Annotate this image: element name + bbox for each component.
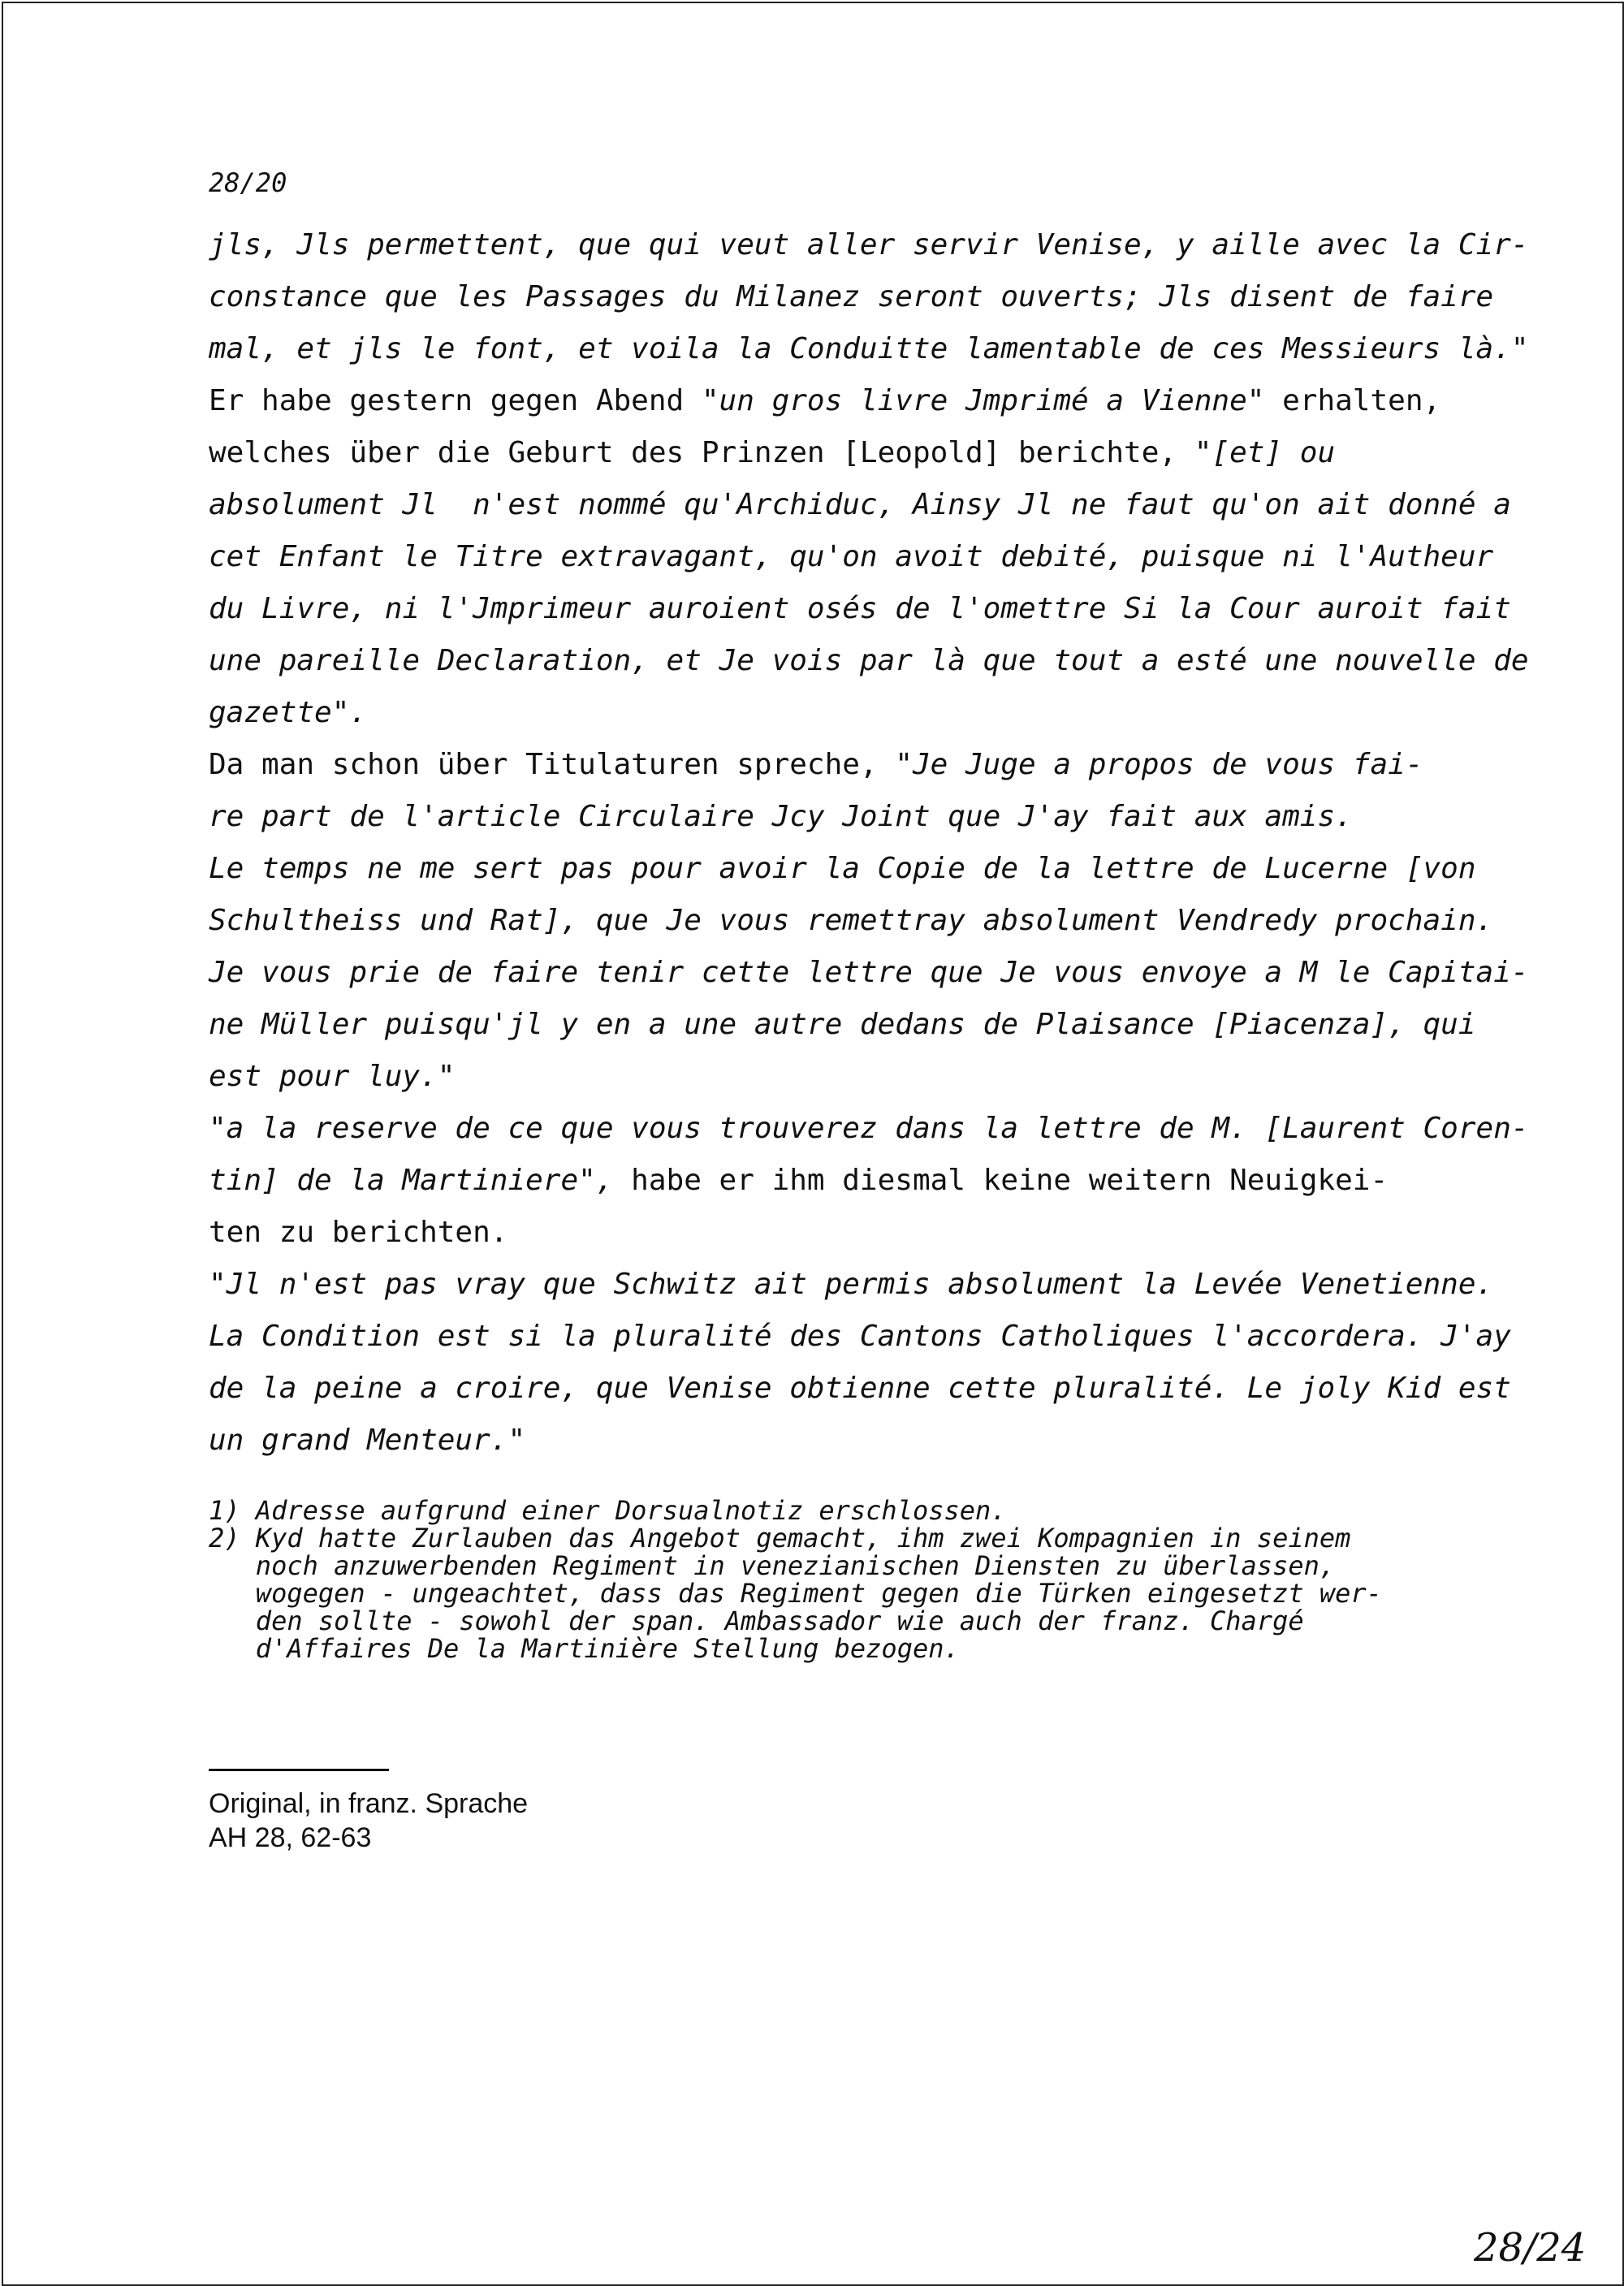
- footnote-divider: [209, 1769, 389, 1771]
- text-line: [209, 375, 1475, 427]
- quoted-french-text: un grand Menteur.": [209, 1424, 526, 1457]
- text-line: [209, 479, 1511, 531]
- source-note: [209, 1787, 528, 1855]
- quoted-french-text: Le temps ne me sert pas pour avoir la Copie de la lettre de Lucerne [von: [209, 852, 1476, 885]
- text-line: [209, 1155, 1475, 1207]
- german-text: Er habe gestern gegen Abend: [209, 384, 702, 417]
- text-line: [209, 947, 1529, 999]
- quoted-french-text: re part de l'article Circulaire Jcy Joint que J'ay fait aux amis.: [209, 800, 1353, 833]
- german-text: ten zu berichten.: [209, 1216, 508, 1249]
- quoted-french-text: tin] de la Martiniere",: [209, 1164, 614, 1197]
- quoted-french-text: gazette".: [209, 696, 368, 729]
- handwritten-page-number: 28/24: [1474, 2225, 1587, 2271]
- quoted-french-text: "Jl n'est pas vray que Schwitz ait permis absolument la Levée Venetienne.: [209, 1268, 1494, 1301]
- footnote-line: 2) Kyd hatte Zurlauben das Angebot gemacht, ihm zwei Kompagnien in seinem: [209, 1523, 1351, 1554]
- quoted-french-text: "[et] ou: [1194, 436, 1336, 469]
- text-line: [209, 739, 1475, 791]
- quoted-french-text: de la peine a croire, que Venise obtienne cette pluralité. Le joly Kid est: [209, 1372, 1511, 1405]
- quoted-french-text: "un gros livre Jmprimé a Vienne": [701, 384, 1265, 417]
- footnote-line: wogegen - ungeachtet, dass das Regiment gegen die Türken eingesetzt wer-: [209, 1578, 1382, 1609]
- text-line: [209, 1415, 1475, 1467]
- text-line: [209, 999, 1475, 1051]
- quoted-french-text: "Je Juge a propos de vous fai-: [895, 748, 1423, 781]
- text-line: [209, 1311, 1511, 1363]
- source-line: AH 28, 62-63: [209, 1822, 372, 1853]
- quoted-french-text: mal, et jls le font, et voila la Conduitte lamentable de ces Messieurs là.": [209, 332, 1529, 365]
- text-line: [209, 583, 1511, 635]
- footnote-line: noch anzuwerbenden Regiment in venezianischen Diensten zu überlassen,: [209, 1550, 1336, 1581]
- quoted-french-text: "a la reserve de ce que vous trouverez dans la lettre de M. [Laurent Coren-: [209, 1112, 1529, 1145]
- quoted-french-text: une pareille Declaration, et Je vois par là que tout a esté une nouvelle de: [209, 644, 1529, 677]
- main-text: [209, 219, 1529, 1467]
- text-line: [209, 1207, 1475, 1259]
- german-text: habe er ihm diesmal keine weitern Neuigkei-: [613, 1164, 1389, 1197]
- quoted-french-text: cet Enfant le Titre extravagant, qu'on avoit debité, puisque ni l'Autheur: [209, 540, 1494, 573]
- source-line: Original, in franz. Sprache: [209, 1788, 529, 1819]
- german-text: welches über die Geburt des Prinzen [Leopold] berichte,: [209, 436, 1194, 469]
- quoted-french-text: jls, Jls permettent, que qui veut aller servir Venise, y aille avec la Cir-: [209, 228, 1529, 261]
- footnote-line: den sollte - sowohl der span. Ambassador wie auch der franz. Chargé: [209, 1605, 1304, 1636]
- text-line: [209, 843, 1475, 895]
- quoted-french-text: ne Müller puisqu'jl y en a une autre dedans de Plaisance [Piacenza], qui: [209, 1008, 1476, 1041]
- quoted-french-text: absolument Jl n'est nommé qu'Archiduc, Ainsy Jl ne faut qu'on ait donné a: [209, 488, 1511, 521]
- text-line: [209, 427, 1475, 479]
- german-text: erhalten,: [1264, 384, 1441, 417]
- text-line: [209, 1051, 1475, 1103]
- footnotes: [209, 1497, 1475, 1662]
- text-line: [209, 531, 1494, 583]
- text-line: [209, 687, 1475, 739]
- quoted-french-text: constance que les Passages du Milanez seront ouverts; Jls disent de faire: [209, 280, 1494, 313]
- german-text: Da man schon über Titulaturen spreche,: [209, 748, 896, 781]
- text-line: [209, 1259, 1494, 1311]
- text-line: [209, 1103, 1529, 1155]
- quoted-french-text: Schultheiss und Rat], que Je vous remettray absolument Vendredy prochain.: [209, 904, 1494, 937]
- text-line: [209, 323, 1529, 375]
- footnote-line: 1) Adresse aufgrund einer Dorsualnotiz erschlossen.: [209, 1495, 1007, 1526]
- footnote-line: d'Affaires De la Martinière Stellung bezogen.: [209, 1633, 960, 1664]
- quoted-french-text: La Condition est si la pluralité des Cantons Catholiques l'accordera. J'ay: [209, 1320, 1511, 1353]
- text-line: [209, 219, 1529, 271]
- text-line: [209, 635, 1529, 687]
- text-line: [209, 895, 1494, 947]
- quoted-french-text: est pour luy.": [209, 1060, 456, 1093]
- quoted-french-text: Je vous prie de faire tenir cette lettre que Je vous envoye a M le Capitai-: [209, 956, 1529, 989]
- text-line: [209, 791, 1475, 843]
- page-number: 28/20: [209, 167, 287, 198]
- text-line: [209, 271, 1494, 323]
- quoted-french-text: du Livre, ni l'Jmprimeur auroient osés de l'omettre Si la Cour auroit fait: [209, 592, 1511, 625]
- text-line: [209, 1363, 1511, 1415]
